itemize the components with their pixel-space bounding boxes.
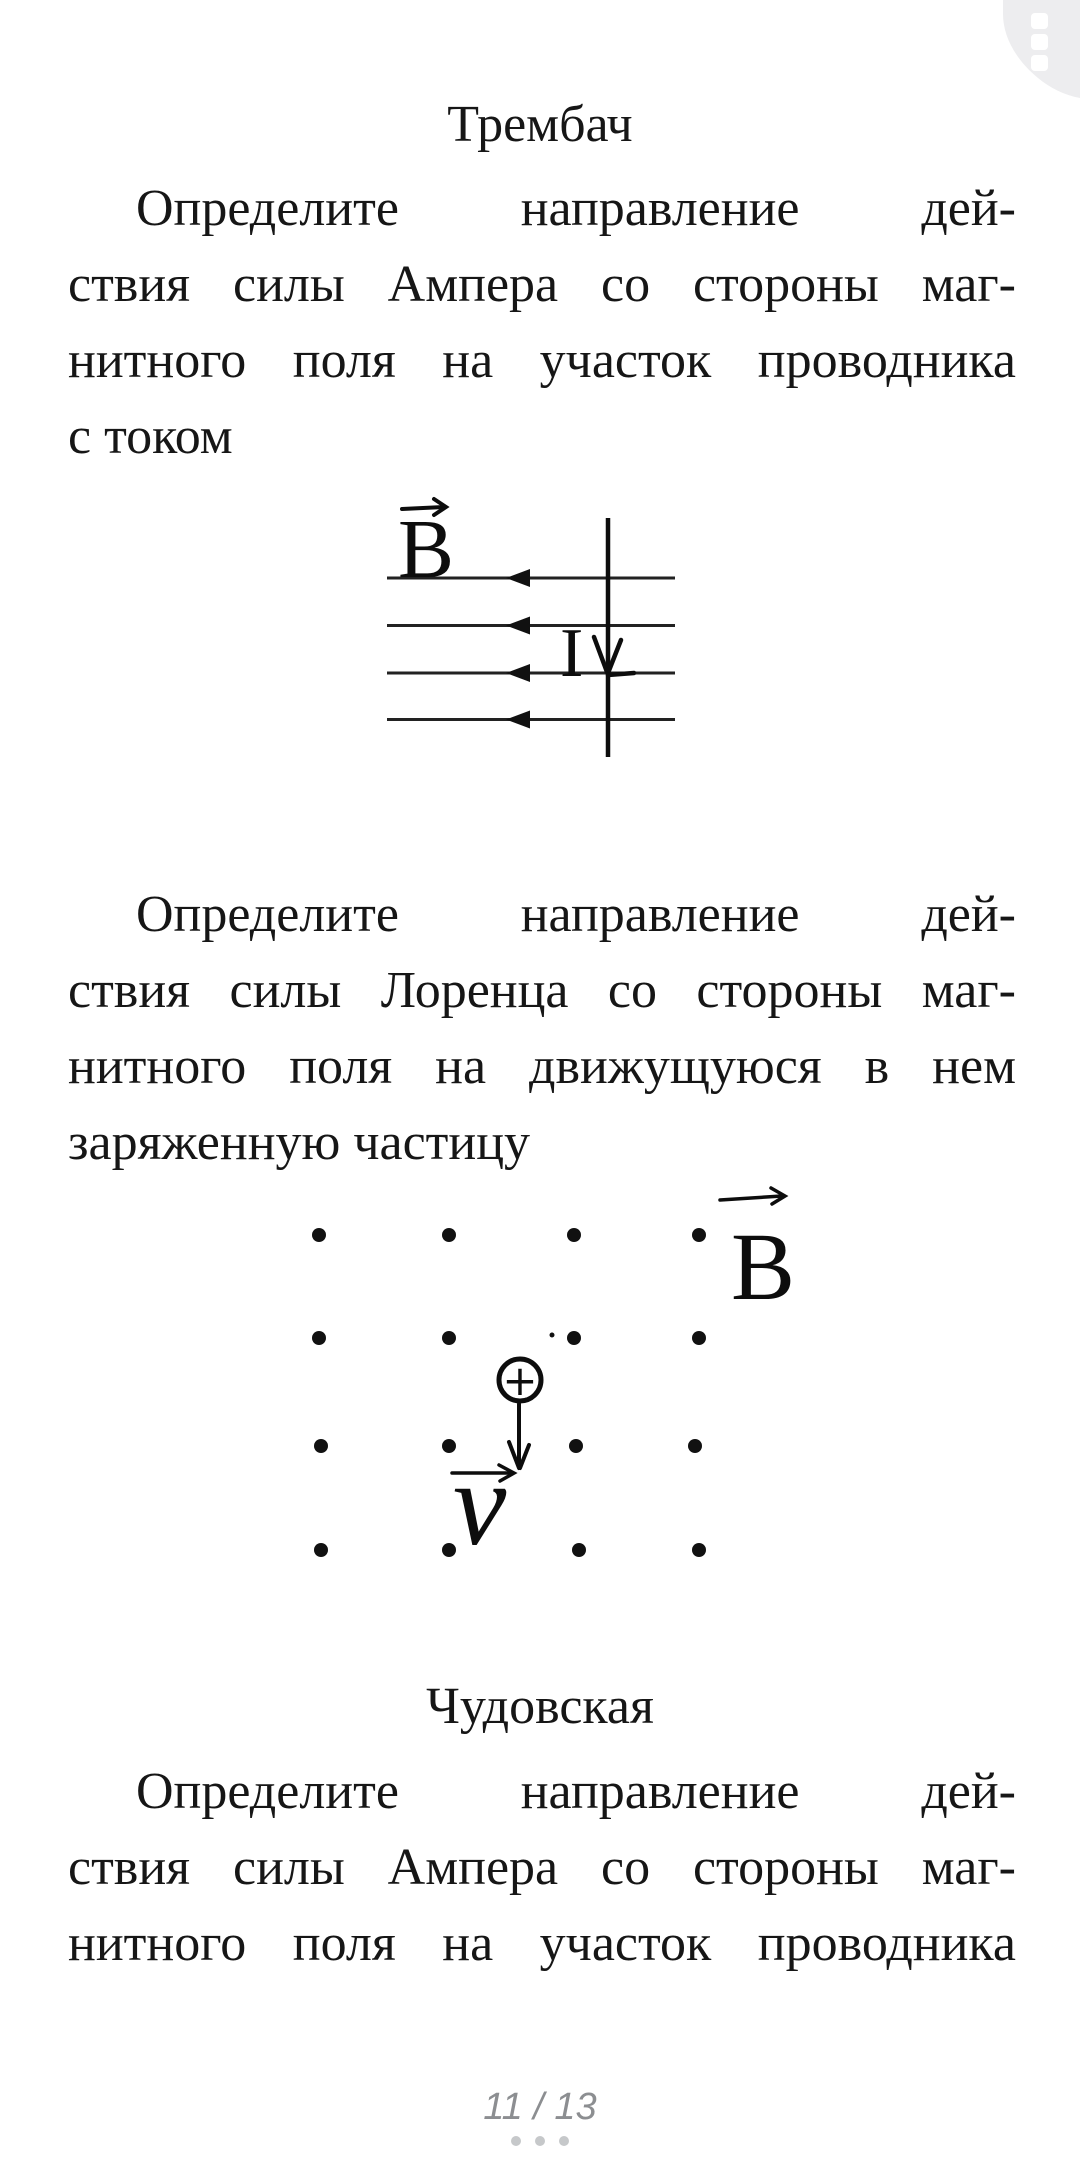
paragraph	[68, 171, 1016, 475]
section-title: Трембач	[447, 96, 633, 153]
progress-dots	[0, 2136, 1080, 2146]
paragraph-line: заряженную частицу	[68, 1114, 531, 1171]
field-arrowheads	[506, 569, 530, 729]
field-lines	[387, 578, 675, 720]
paragraph	[68, 1754, 1016, 1982]
field-vector-label: B	[731, 1213, 796, 1320]
paragraph-line: ствия силы Лоренца со стороны маг-	[68, 962, 1016, 1019]
paragraph-line: ствия силы Ампера со стороны маг-	[68, 1839, 1016, 1896]
page-indicator-text: 11 / 13	[483, 2086, 597, 2128]
field-vector-label: B	[398, 503, 455, 596]
current-label: I	[560, 615, 584, 692]
ampere-force-diagram	[378, 488, 698, 818]
paragraph-line: нитного поля на участок проводника	[68, 1915, 1016, 1972]
stray-mark	[550, 1333, 555, 1338]
progress-dot	[535, 2136, 545, 2146]
velocity-vector-label: v	[453, 1437, 507, 1570]
progress-dot	[511, 2136, 521, 2146]
page-indicator	[0, 2086, 1080, 2129]
section-title: Чудовская	[426, 1678, 654, 1735]
paragraph-line: ствия силы Ампера со стороны маг-	[68, 256, 1016, 313]
lorentz-force-diagram	[290, 1172, 800, 1582]
current-direction-arrow	[594, 637, 634, 675]
velocity-direction-arrow	[509, 1404, 529, 1468]
paragraph-line: Определите направление дей-	[136, 1763, 1016, 1820]
paragraph-line: Определите направление дей-	[136, 180, 1016, 237]
charge-symbol: +	[502, 1356, 538, 1405]
progress-dot	[559, 2136, 569, 2146]
paragraph-line: с током	[68, 408, 233, 465]
paragraph-line: Определите направление дей-	[136, 886, 1016, 943]
paragraph-line: нитного поля на участок проводника	[68, 332, 1016, 389]
paragraph-line: нитного поля на движущуюся в нем	[68, 1038, 1016, 1095]
field-vector-arrow	[720, 1188, 785, 1204]
paragraph	[68, 877, 1016, 1181]
